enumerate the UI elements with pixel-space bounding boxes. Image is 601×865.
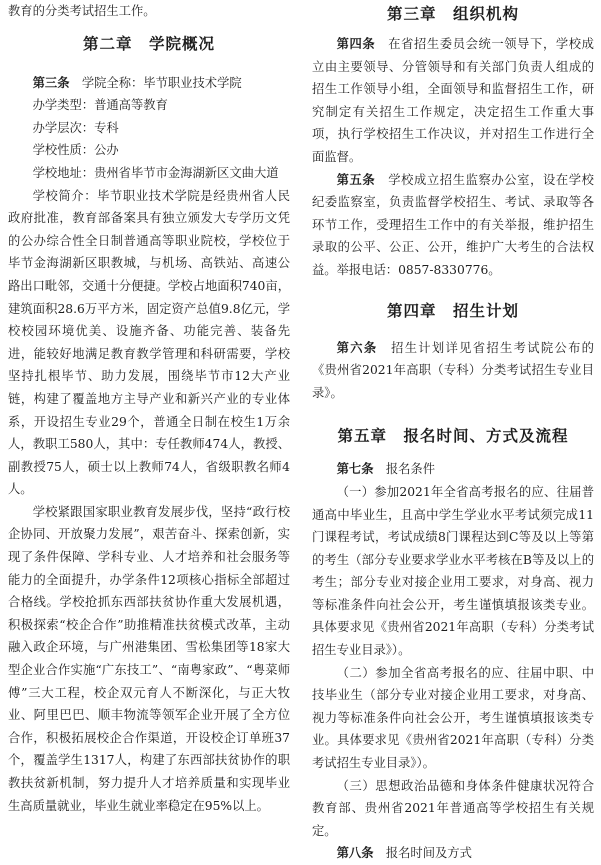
article-6-lead: 第六条 bbox=[336, 339, 378, 355]
chapter-4-heading: 第四章 招生计划 bbox=[386, 301, 519, 320]
article-8-title: 报名时间及方式 bbox=[385, 846, 472, 861]
article-8-heading bbox=[312, 842, 594, 865]
right-column bbox=[312, 0, 594, 865]
school-level: 办学层次：专科 bbox=[32, 120, 119, 135]
article-7-item-3: （三）思想政治品德和身体条件健康状况符合教育部、贵州省2021年普通高等学校招生有关规定。 bbox=[312, 778, 594, 838]
school-intro: 学校简介：毕节职业技术学院是经贵州省人民政府批准，教育部备案具有独立颁发大专学历文凭的公办综合性全日制普通高等职业院校，学校位于毕节金海湖新区职教城，与机场、高铁站、高速公路出口毗邻，交通十分便捷。学校占地面积740亩，建筑面积28.6万平方米，固定资产总值9.8亿元，学校校园环境优美、设施齐备、功能完善、装备先进，能较好地满足教育教学管理和科研需要，学校坚持扎根毕节、助力发展，围绕毕节市12大产业链，构建了覆盖地方主导产业和新兴产业的专业体系，开设招生专业29个，普通全日制在校生1万余人，教职工580人，其中：专任教师474人，教授、副教授75人，硕士以上教师74人，省级职教名师4人。 bbox=[8, 188, 290, 497]
chapter-3-heading: 第三章 组织机构 bbox=[386, 5, 519, 23]
school-development-paragraph: 学校紧跟国家职业教育发展步伐，坚持“政行校企协同、开放聚力发展”，艰苦奋斗、探索创新，实现了条件保障、学科专业、人才培养和社会服务等能力的全面提升，办学条件12项核心指标全部超过合格线。学校抢抓东西部扶贫协作重大发展机遇，积极探索“校企合作”助推精准扶贫模式改革，主动融入政企环境，与广州港集团、雪松集团等18家大型企业合作实施“广东技工”、“南粤家政”、“粤菜师傅”三大工程，校企双元育人不断深化，与正大牧业、阿里巴巴、顺丰物流等领军企业开展了全方位合作，积极拓展校企合作渠道，开设校企订单班37个，覆盖学生1317人，构建了东西部扶贫协作的职教扶贫新机制，努力提升人才培养质量和实现毕业生高质量就业，毕业生就业率稳定在95%以上。 bbox=[8, 504, 290, 813]
chapter-5-heading: 第五章 报名时间、方式及流程 bbox=[337, 427, 569, 446]
school-name: 学院全称：毕节职业技术学院 bbox=[81, 75, 242, 90]
article-7-item-2: （二）参加全省高考报名的应、往届中职、中技毕业生（部分专业对接企业用工要求，对身高、视力等标准条件向社会公开，考生谨慎填报该类专业。具体要求见《贵州省2021年高职（专科）分类考试招生专业目录》）。 bbox=[312, 665, 594, 771]
school-address: 学校地址：贵州省毕节市金海湖新区文曲大道 bbox=[32, 165, 279, 180]
carry-over-text: 教育的分类考试招生工作。 bbox=[8, 4, 156, 18]
article-5-text: 学校成立招生监察办公室，设在学校纪委监察室，负责监督学校招生、考试、录取等各环节工作，受理招生工作中的有关举报，维护招生录取的公平、公正、公开，维护广大考生的合法权益。举报电话：0857-8330776。 bbox=[312, 172, 594, 277]
article-6-text: 招生计划详见省招生考试院公布的《贵州省2021年高职（专科）分类考试招生专业目录》。 bbox=[312, 340, 594, 400]
article-8-lead: 第八条 bbox=[336, 845, 374, 861]
article-5-lead: 第五条 bbox=[336, 171, 376, 187]
article-7-heading bbox=[312, 458, 594, 481]
article-5 bbox=[312, 169, 594, 282]
article-3-lead: 第三条 bbox=[32, 74, 70, 90]
school-type: 办学类型：普通高等教育 bbox=[32, 98, 168, 113]
article-4-lead: 第四条 bbox=[336, 36, 376, 51]
article-4 bbox=[312, 33, 594, 169]
article-4-text: 在省招生委员会统一领导下，学校成立由主要领导、分管领导和有关部门负责人组成的招生工作领导小组，全面领导和监督招生工作，研究制定有关招生工作规定，决定招生工作重大事项，执行学校招生工作决议，并对招生工作进行全面监督。 bbox=[312, 37, 594, 164]
school-nature: 学校性质：公办 bbox=[32, 143, 119, 158]
article-7-title: 报名条件 bbox=[385, 462, 436, 477]
article-6 bbox=[312, 337, 594, 405]
article-3-name bbox=[8, 72, 290, 95]
chapter-2-heading: 第二章 学院概况 bbox=[82, 34, 215, 53]
article-7-lead: 第七条 bbox=[336, 461, 374, 477]
left-column bbox=[8, 0, 290, 817]
article-7-item-1: （一）参加2021年全省高考报名的应、往届普通高中毕业生，且高中学生学业水平考试须完成11门课程考试，考试成绩8门课程达到C等及以上等第的考生（部分专业要求学业水平考核在B等及以上的考生；部分专业对接企业用工要求，对身高、视力等标准条件向社会公开，考生谨慎填报该类专业。具体要求见《贵州省2021年高职（专科）分类考试招生专业目录》）。 bbox=[312, 484, 594, 658]
